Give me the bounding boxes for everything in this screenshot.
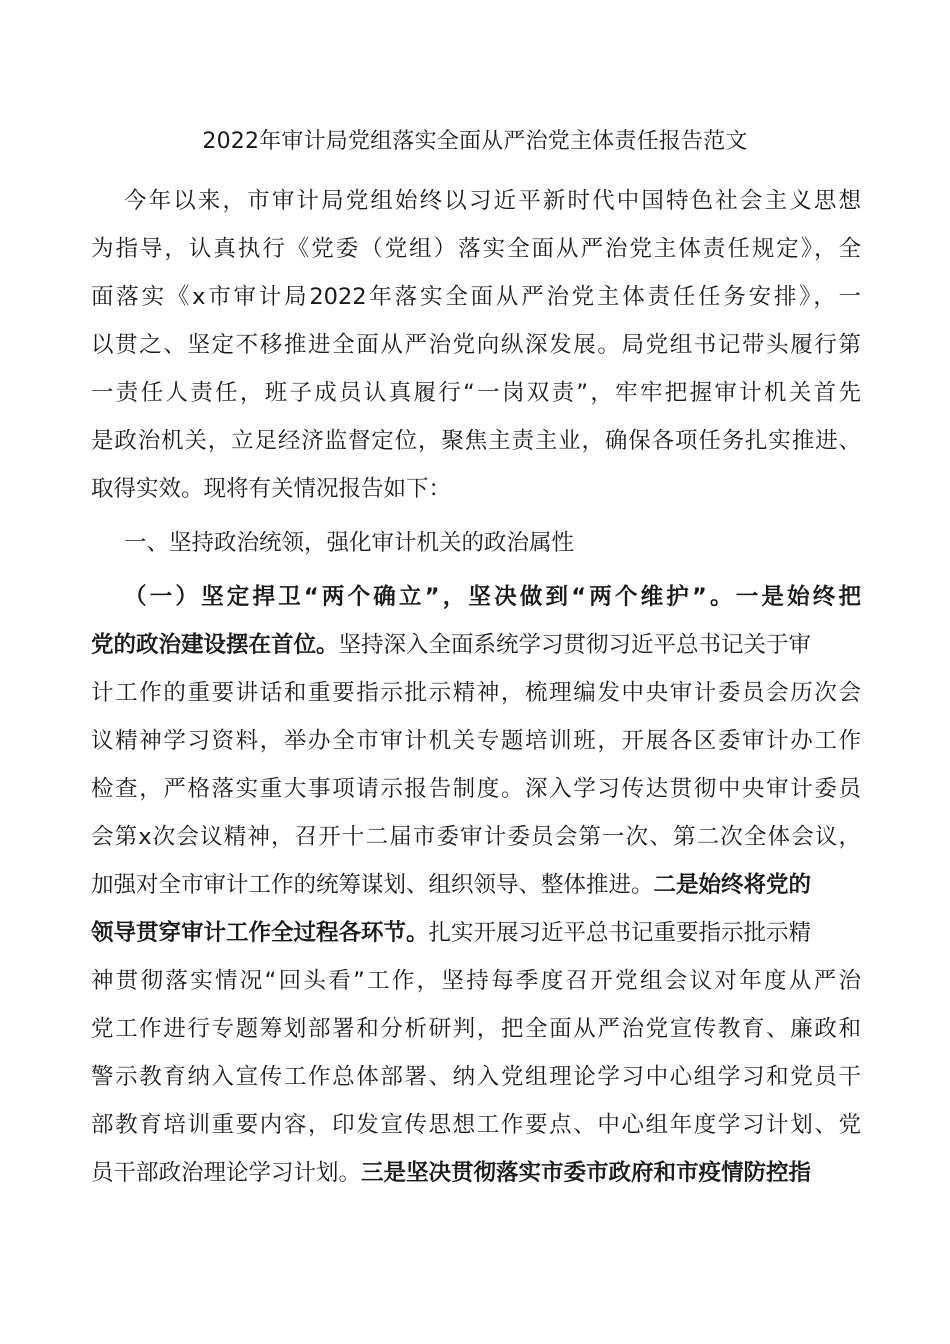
paragraph-line: 一责任人责任，班子成员认真履行“一岗双责”，牢牢把握审计机关首先: [91, 380, 861, 406]
line-text: 扎实开展习近平总书记重要指示批示精: [428, 920, 812, 946]
paragraph-line: 部教育培训重要内容，印发宣传思想工作要点、中心组年度学习计划、党: [91, 1112, 861, 1138]
paragraph-line: 神贯彻落实情况“回头看”工作，坚持每季度召开党组会议对年度从严治: [91, 968, 861, 994]
paragraph-line: [91, 1155, 861, 1191]
paragraph-line: 是政治机关，立足经济监督定位，聚焦主责主业，确保各项任务扎实推进、: [91, 428, 861, 454]
subsection-heading: （一）坚定捍卫“两个确立”，坚决做到“两个维护”。一是始终把: [124, 584, 861, 610]
bold-lead: 党的政治建设摆在首位。: [91, 632, 339, 658]
section-heading: 一、坚持政治统领，强化审计机关的政治属性: [124, 530, 575, 556]
line-text: 坚持深入全面系统学习贯彻习近平总书记关于审: [338, 632, 812, 658]
paragraph-line: 检查，严格落实重大事项请示报告制度。深入学习传达贯彻中央审计委员: [91, 776, 861, 802]
paragraph-line: 议精神学习资料，举办全市审计机关专题培训班，开展各区委审计办工作: [91, 728, 861, 754]
paragraph-line: 计工作的重要讲话和重要指示批示精神，梳理编发中央审计委员会历次会: [91, 680, 861, 706]
paragraph-line: 党工作进行专题筹划部署和分析研判，把全面从严治党宣传教育、廉政和: [91, 1016, 861, 1042]
line-text: 加强对全市审计工作的统筹谋划、组织领导、整体推进。: [91, 872, 654, 898]
paragraph-line: 取得实效。现将有关情况报告如下：: [91, 476, 452, 502]
paragraph-line: 会第x次会议精神，召开十二届市委审计委员会第一次、第二次全体会议，: [91, 824, 861, 850]
paragraph-line: 面落实《x市审计局2022年落实全面从严治党主体责任任务安排》，一: [91, 284, 861, 310]
paragraph-line: [91, 627, 861, 663]
paragraph-line: [91, 915, 861, 951]
paragraph-line: 为指导，认真执行《党委（党组）落实全面从严治党主体责任规定》，全: [91, 236, 861, 262]
bold-lead: 三是坚决贯彻落实市委市政府和市疫情防控指: [361, 1160, 812, 1186]
paragraph-line: [91, 867, 861, 903]
paragraph-line: 警示教育纳入宣传工作总体部署、纳入党组理论学习中心组学习和党员干: [91, 1064, 861, 1090]
paragraph-line: 以贯之、坚定不移推进全面从严治党向纵深发展。局党组书记带头履行第: [91, 332, 861, 358]
bold-lead: 领导贯穿审计工作全过程各环节。: [91, 920, 429, 946]
paragraph-line: 今年以来，市审计局党组始终以习近平新时代中国特色社会主义思想: [124, 188, 861, 214]
bold-lead: 二是始终将党的: [653, 872, 812, 898]
line-text: 员干部政治理论学习计划。: [91, 1160, 362, 1186]
document-title: 2022年审计局党组落实全面从严治党主体责任报告范文: [202, 129, 748, 154]
